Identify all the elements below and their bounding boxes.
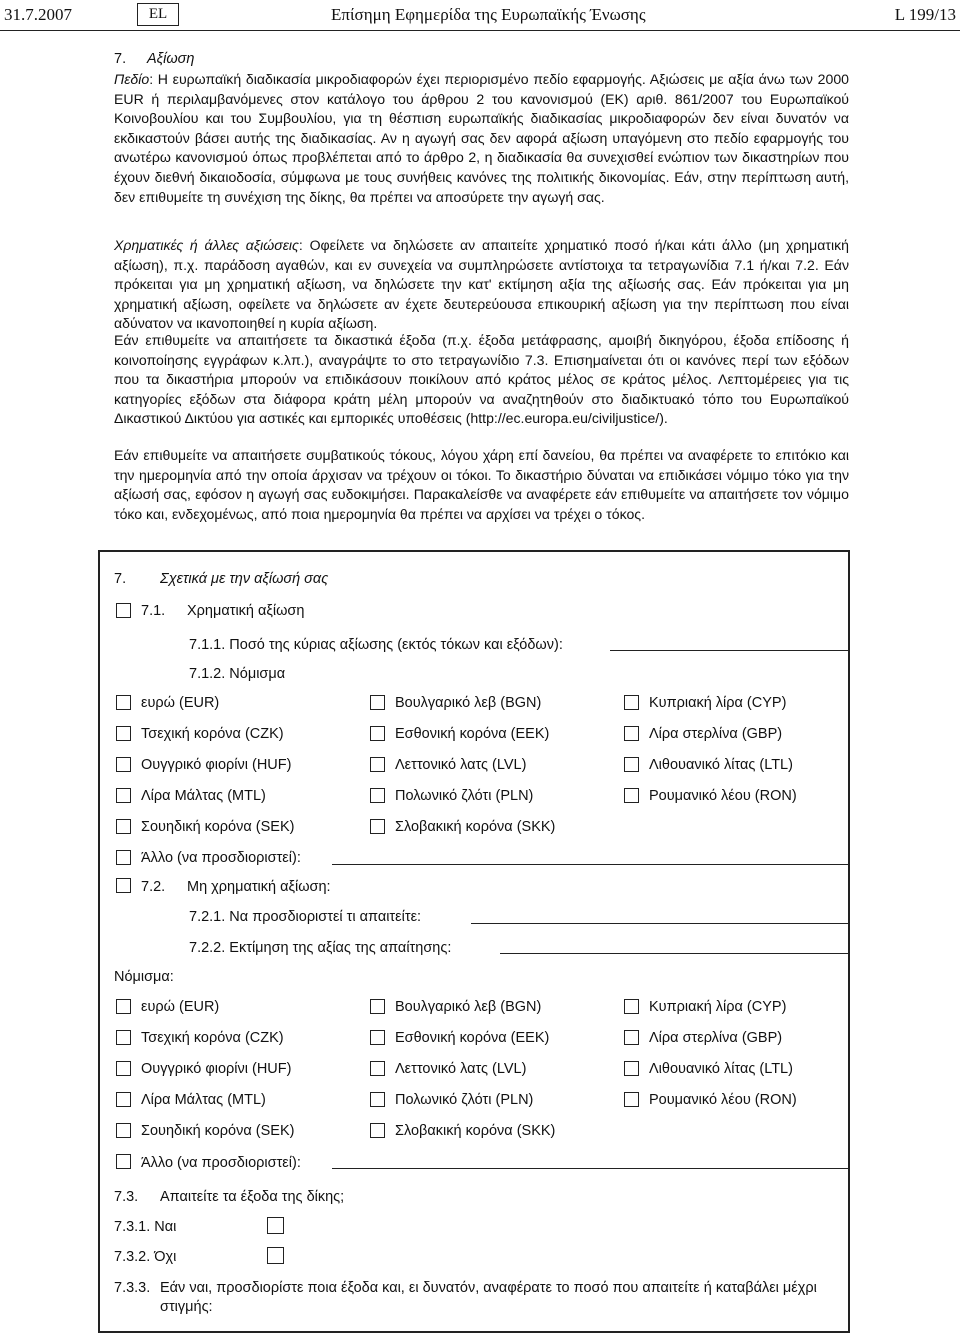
other-currency-label: Άλλο (να προσδιοριστεί): <box>141 850 301 866</box>
paragraph-costs: Εάν επιθυμείτε να απαιτήσετε τα δικαστικά έξοδα (π.χ. έξοδα μετάφρασης, αμοιβή δικηγόρου, έξοδα επίδοσης ή κοινοποίησης εγγράφων κ.λπ.), αναγράψτε το στο τετραγωνίδιο 7.3. Επισημαίνεται ότι οι κανόνες περί των εξόδων που τα δικαστήρια μπορούν να επιδικάσουν ποικίλουν από κράτος μέλος σε κράτος μέλος. Λεπτομέρειες για τις κατηγορίες εξόδων στα διάφορα κράτη μέλη μπορούν να αναζητηθούν στο διαδικτυακό τόπο του Ευρωπαϊκού Δικαστικού Δικτύου για αστικές και εμπορικές υποθέσεις (http://ec.europa.eu/civiljustice/). <box>114 332 849 427</box>
non-monetary-currency-label: Λεττονικό λατς (LVL) <box>395 1061 527 1077</box>
costs-no-checkbox[interactable] <box>267 1247 284 1264</box>
paragraph-interest: Εάν επιθυμείτε να απαιτήσετε συμβατικούς τόκους, λόγου χάρη επί δανείου, θα πρέπει να αναφέρετε το επιτόκιο και την ημερομηνία από την οποία άρχισαν να τρέχουν οι τόκοι. Το δικαστήριο δύναται να επιδικάσει νόμιμο τόκο για την αξίωσή σας, εφόσον η αγωγή σας ευδοκιμήσει. Παρακαλείσθε να αναφέρετε εάν επιθυμείτε να απαιτήσετε τον νόμιμο τόκο και, ενδεχομένως, από ποια ημερομηνία θα πρέπει να αρχίσει να τρέχει ο τόκος. <box>114 447 849 522</box>
s73-number: 7.3. <box>114 1189 139 1205</box>
monetary-currency-checkbox[interactable] <box>370 788 385 803</box>
non-monetary-currency-checkbox[interactable] <box>116 1030 131 1045</box>
other-currency-field[interactable] <box>332 864 849 865</box>
scope-text: : Η ευρωπαϊκή διαδικασία μικροδιαφορών έχει περιορισμένο πεδίο εφαρμογής. Αξιώσεις με αξία άνω των 2000 EUR ή περιλαμβανόμενες στον κατάλογο του άρθρου 2 του κανονισμού (ΕΚ) αριθ. 861/2007 του Ευρωπαϊκού Κοινοβουλίου και του Συμβουλίου, για τη θέσπιση ευρωπαϊκής διαδικασίας μικροδιαφορών δεν είναι δυνατόν να εκδικαστούν βάσει αυτής της διαδικασίας. Αν η αγωγή σας δεν αφορά αξίωση υπαγόμενη στο πεδίο εφαρμογής του ανωτέρω κανονισμού όπως προβλέπεται από το άρθρο 2, η διαδικασία θα συνεχισθεί ενώπιον των δικαστηρίων που έχουν διεθνή δικαιοδοσία, σύμφωνα με τους συνήθεις κανόνες της πολιτικής δικονομίας. Εάν, στην περίπτωση αυτή, δεν επιθυμείτε τη συνέχιση της δίκης, θα πρέπει να αποσύρετε την αγωγή σας. <box>114 71 849 205</box>
non-monetary-currency-label: Σουηδική κορόνα (SEK) <box>141 1123 295 1139</box>
header-rule <box>0 30 960 31</box>
other-currency-2-label: Άλλο (να προσδιοριστεί): <box>141 1155 301 1171</box>
claims-text: : Οφείλετε να δηλώσετε αν απαιτείτε χρηματικό ποσό ή/και κάτι άλλο (μη χρηματική αξίωση), π.χ. παράδοση αγαθών, και εν συνεχεία να συμπληρώσετε αντίστοιχα τα τετραγωνίδια 7.1 ή/και 7.2. Εάν πρόκειται για μη χρηματική αξίωση, να δηλώσετε την κατ' εκτίμηση αξία της αξίωσής σας. Εάν πρόκειται για μη χρηματική αξίωση, οφείλετε να δηλώσετε αν έχετε δευτερεύουσα επικουρική αξίωση για την περίπτωση που είναι αδύνατον να ικανοποιηθεί η κυρία αξίωση. <box>114 237 849 332</box>
claim-specification-field[interactable] <box>471 923 849 924</box>
s72-number: 7.2. <box>141 879 166 895</box>
non-monetary-currency-label: Σλοβακική κορόνα (SKK) <box>395 1123 556 1139</box>
monetary-currency-label: Βουλγαρικό λεβ (BGN) <box>395 695 542 711</box>
monetary-currency-checkbox[interactable] <box>116 726 131 741</box>
non-monetary-currency-checkbox[interactable] <box>624 999 639 1014</box>
non-monetary-currency-label: Λιθουανικό λίτας (LTL) <box>649 1061 793 1077</box>
currency-label: Νόμισμα: <box>114 969 174 985</box>
non-monetary-currency-label: Ρουμανικό λέου (RON) <box>649 1092 797 1108</box>
monetary-currency-checkbox[interactable] <box>116 788 131 803</box>
non-monetary-claim-checkbox[interactable] <box>116 878 131 893</box>
non-monetary-currency-checkbox[interactable] <box>370 1061 385 1076</box>
non-monetary-currency-checkbox[interactable] <box>624 1092 639 1107</box>
monetary-currency-label: Εσθονική κορόνα (EEK) <box>395 726 550 742</box>
s733-number: 7.3.3. <box>114 1280 151 1296</box>
claims-label: Χρηματικές ή άλλες αξιώσεις <box>114 237 299 253</box>
s71-label: Χρηματική αξίωση <box>187 603 305 619</box>
monetary-currency-checkbox[interactable] <box>370 726 385 741</box>
paragraph-scope <box>114 70 849 207</box>
monetary-currency-label: Ρουμανικό λέου (RON) <box>649 788 797 804</box>
principal-amount-field[interactable] <box>610 650 849 651</box>
monetary-currency-label: Κυπριακή λίρα (CYP) <box>649 695 787 711</box>
monetary-currency-checkbox[interactable] <box>116 757 131 772</box>
journal-title: Επίσημη Εφημερίδα της Ευρωπαϊκής Ένωσης <box>331 5 646 24</box>
monetary-currency-checkbox[interactable] <box>624 757 639 772</box>
monetary-currency-label: Λεττονικό λατς (LVL) <box>395 757 527 773</box>
monetary-currency-checkbox[interactable] <box>624 695 639 710</box>
non-monetary-currency-checkbox[interactable] <box>370 999 385 1014</box>
costs-yes-checkbox[interactable] <box>267 1217 284 1234</box>
non-monetary-currency-label: Βουλγαρικό λεβ (BGN) <box>395 999 542 1015</box>
other-currency-2-checkbox[interactable] <box>116 1154 131 1169</box>
s721-label: 7.2.1. Να προσδιοριστεί τι απαιτείτε: <box>189 909 422 925</box>
s731-label: 7.3.1. Ναι <box>114 1219 177 1235</box>
non-monetary-currency-checkbox[interactable] <box>624 1030 639 1045</box>
non-monetary-currency-label: Εσθονική κορόνα (EEK) <box>395 1030 550 1046</box>
non-monetary-currency-checkbox[interactable] <box>116 1061 131 1076</box>
monetary-currency-label: Τσεχική κορόνα (CZK) <box>141 726 284 742</box>
non-monetary-currency-label: Κυπριακή λίρα (CYP) <box>649 999 787 1015</box>
non-monetary-currency-label: Ουγγρικό φιορίνι (HUF) <box>141 1061 292 1077</box>
s722-label: 7.2.2. Εκτίμηση της αξίας της απαίτησης: <box>189 940 452 956</box>
s72-label: Μη χρηματική αξίωση: <box>187 879 331 895</box>
non-monetary-currency-label: Λίρα Μάλτας (MTL) <box>141 1092 266 1108</box>
page-reference: L 199/13 <box>894 5 956 24</box>
s71-number: 7.1. <box>141 603 166 619</box>
monetary-currency-label: ευρώ (EUR) <box>141 695 220 711</box>
monetary-currency-label: Σλοβακική κορόνα (SKK) <box>395 819 556 835</box>
non-monetary-currency-checkbox[interactable] <box>624 1061 639 1076</box>
language-code: EL <box>148 6 168 22</box>
non-monetary-currency-checkbox[interactable] <box>370 1123 385 1138</box>
s73-label: Απαιτείτε τα έξοδα της δίκης; <box>160 1189 345 1205</box>
non-monetary-currency-label: Πολωνικό ζλότι (PLN) <box>395 1092 534 1108</box>
non-monetary-currency-label: Λίρα στερλίνα (GBP) <box>649 1030 783 1046</box>
monetary-currency-checkbox[interactable] <box>370 819 385 834</box>
section-title: Αξίωση <box>147 51 195 67</box>
non-monetary-currency-checkbox[interactable] <box>370 1092 385 1107</box>
journal-header <box>0 0 960 30</box>
monetary-currency-label: Λιθουανικό λίτας (LTL) <box>649 757 793 773</box>
form-section-number: 7. <box>114 571 127 587</box>
monetary-currency-label: Ουγγρικό φιορίνι (HUF) <box>141 757 292 773</box>
s732-label: 7.3.2. Όχι <box>114 1249 177 1265</box>
monetary-currency-label: Λίρα στερλίνα (GBP) <box>649 726 783 742</box>
s733-text: Εάν ναι, προσδιορίστε ποια έξοδα και, ει δυνατόν, αναφέρατε το ποσό που απαιτείτε ή καταβάλει μέχρι στιγμής: <box>160 1280 817 1315</box>
monetary-claim-checkbox[interactable] <box>116 603 131 618</box>
non-monetary-currency-checkbox[interactable] <box>116 999 131 1014</box>
non-monetary-currency-checkbox[interactable] <box>370 1030 385 1045</box>
monetary-currency-label: Πολωνικό ζλότι (PLN) <box>395 788 534 804</box>
monetary-currency-label: Σουηδική κορόνα (SEK) <box>141 819 295 835</box>
non-monetary-currency-label: Τσεχική κορόνα (CZK) <box>141 1030 284 1046</box>
monetary-currency-checkbox[interactable] <box>116 819 131 834</box>
monetary-currency-checkbox[interactable] <box>370 757 385 772</box>
monetary-currency-checkbox[interactable] <box>624 788 639 803</box>
non-monetary-currency-label: ευρώ (EUR) <box>141 999 220 1015</box>
form-section-title: Σχετικά με την αξίωσή σας <box>160 571 329 587</box>
claim-value-field[interactable] <box>500 953 849 954</box>
monetary-currency-checkbox[interactable] <box>116 695 131 710</box>
language-code-box <box>137 3 179 26</box>
non-monetary-currency-checkbox[interactable] <box>116 1123 131 1138</box>
monetary-currency-checkbox[interactable] <box>370 695 385 710</box>
s711-label: 7.1.1. Ποσό της κύριας αξίωσης (εκτός τόκων και εξόδων): <box>189 637 563 653</box>
paragraph-claims <box>114 236 849 334</box>
monetary-currency-label: Λίρα Μάλτας (MTL) <box>141 788 266 804</box>
s712-label: 7.1.2. Νόμισμα <box>189 666 286 682</box>
other-currency-2-field[interactable] <box>332 1168 849 1169</box>
other-currency-checkbox[interactable] <box>116 850 131 865</box>
section-number: 7. <box>114 51 127 67</box>
header-date: 31.7.2007 <box>4 5 72 24</box>
non-monetary-currency-checkbox[interactable] <box>116 1092 131 1107</box>
scope-label: Πεδίο <box>114 71 150 87</box>
monetary-currency-checkbox[interactable] <box>624 726 639 741</box>
